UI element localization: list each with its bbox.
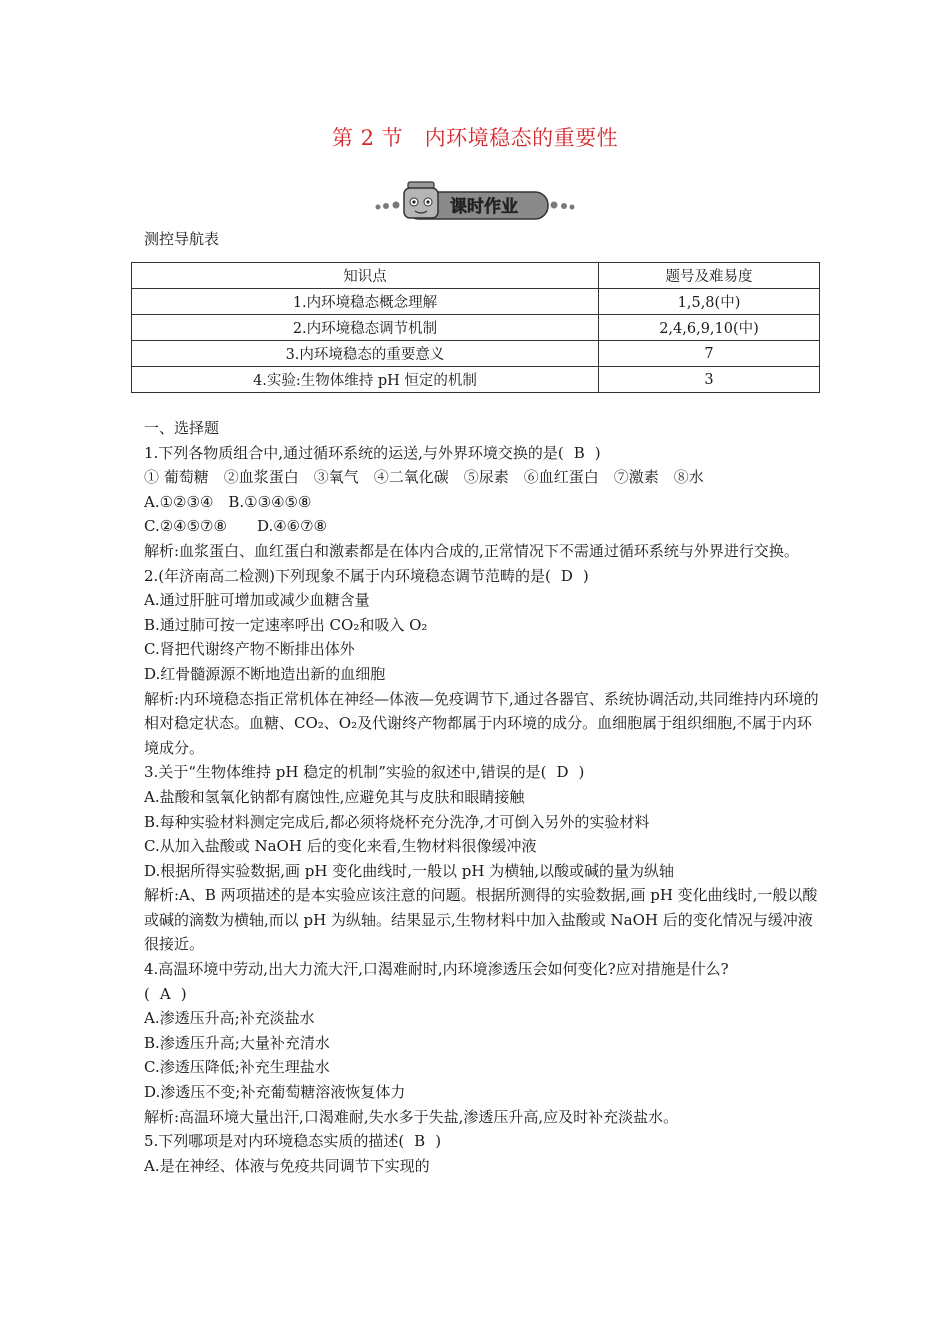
answer: A <box>159 984 171 1003</box>
option-a: A.盐酸和氢氧化钠都有腐蚀性,应避免其与皮肤和眼睛接触 <box>144 787 525 806</box>
question-5-stem: 5.下列哪项是对内环境稳态实质的描述( B ) <box>144 1129 820 1154</box>
page-title: 第 2 节 内环境稳态的重要性 <box>331 126 619 150</box>
table-cell: 7 <box>599 341 820 367</box>
header-knowledge: 知识点 <box>132 263 599 289</box>
table-cell: 4.实验:生物体维持 pH 恒定的机制 <box>132 367 599 393</box>
option-a: A.是在神经、体液与免疫共同调节下实现的 <box>144 1156 430 1175</box>
option-c: C.渗透压降低;补充生理盐水 <box>144 1058 330 1077</box>
answer: D <box>556 763 569 782</box>
option-c: C.肾把代谢终产物不断排出体外 <box>144 640 355 659</box>
banner-text: 课时作业 <box>450 197 518 217</box>
answer: B <box>414 1132 426 1151</box>
question-1-options-cd: C.②④⑤⑦⑧ D.④⑥⑦⑧ <box>144 517 327 536</box>
question-content <box>144 416 820 1178</box>
question-4-stem: 4.高温环境中劳动,出大力流大汗,口渴难耐时,内环境渗透压会如何变化?应对措施是什么? <box>144 960 729 979</box>
table-row <box>132 289 820 315</box>
banner-badge <box>372 176 578 224</box>
question-1-stem: 1.下列各物质组合中,通过循环系统的运送,与外界环境交换的是( B ) <box>144 441 820 466</box>
navigation-table <box>131 262 820 393</box>
table-row <box>132 367 820 393</box>
option-d: D.渗透压不变;补充葡萄糖溶液恢复体力 <box>144 1083 406 1102</box>
table-cell: 1,5,8(中) <box>599 289 820 315</box>
header-question-difficulty: 题号及难易度 <box>599 263 820 289</box>
question-4-analysis: 解析:高温环境大量出汗,口渴难耐,失水多于失盐,渗透压升高,应及时补充淡盐水。 <box>144 1107 679 1126</box>
question-2-stem: 2.(年济南高二检测)下列现象不属于内环境稳态调节范畴的是( D ) <box>144 564 820 589</box>
option-c: C.从加入盐酸或 NaOH 后的变化来看,生物材料很像缓冲液 <box>144 837 537 856</box>
question-2-analysis: 解析:内环境稳态指正常机体在神经—体液—免疫调节下,通过各器官、系统协调活动,共同维持内环境的相对稳定状态。血糖、CO₂、O₂及代谢终产物都属于内环境的成分。血细胞属于组织细胞,不属于内环境成分。 <box>144 689 819 757</box>
option-a: A.渗透压升高;补充淡盐水 <box>144 1009 315 1028</box>
option-a: A.通过肝脏可增加或减少血糖含量 <box>144 591 370 610</box>
question-1-options-ab: A.①②③④ B.①③④⑤⑧ <box>144 492 312 511</box>
answer: D <box>560 566 573 585</box>
table-header-row <box>132 263 820 289</box>
question-1-analysis: 解析:血浆蛋白、血红蛋白和激素都是在体内合成的,正常情况下不需通过循环系统与外界进行交换。 <box>144 541 799 560</box>
question-3-stem: 3.关于“生物体维持 pH 稳定的机制”实验的叙述中,错误的是( D ) <box>144 760 820 785</box>
question-1-items: ① 葡萄糖 ②血浆蛋白 ③氧气 ④二氧化碳 ⑤尿素 ⑥血红蛋白 ⑦激素 ⑧水 <box>144 468 704 487</box>
table-row <box>132 315 820 341</box>
option-d: D.红骨髓源源不断地造出新的血细胞 <box>144 664 386 683</box>
table-cell: 3 <box>599 367 820 393</box>
table-cell: 1.内环境稳态概念理解 <box>132 289 599 315</box>
mascot-icon <box>404 182 438 218</box>
banner-dots-left <box>376 202 400 210</box>
section-heading: 一、选择题 <box>144 419 220 437</box>
table-cell: 3.内环境稳态的重要意义 <box>132 341 599 367</box>
question-4-answer-line: ( A ) <box>144 982 820 1007</box>
table-cell: 2,4,6,9,10(中) <box>599 315 820 341</box>
option-d: D.根据所得实验数据,画 pH 变化曲线时,一般以 pH 为横轴,以酸或碱的量为纵轴 <box>144 861 675 880</box>
table-cell: 2.内环境稳态调节机制 <box>132 315 599 341</box>
answer: B <box>573 443 585 462</box>
option-b: B.通过肺可按一定速率呼出 CO₂和吸入 O₂ <box>144 615 428 634</box>
nav-table-label: 测控导航表 <box>144 230 220 248</box>
banner-dots-right <box>551 202 575 210</box>
question-3-analysis: 解析:A、B 两项描述的是本实验应该注意的问题。根据所测得的实验数据,画 pH 变化曲线时,一般以酸或碱的滴数为横轴,而以 pH 为纵轴。结果显示,生物材料中加入盐酸或 NaOH 后的变化情况与缓冲液很接近。 <box>144 886 818 954</box>
option-b: B.渗透压升高;大量补充清水 <box>144 1033 330 1052</box>
option-b: B.每种实验材料测定完成后,都必须将烧杯充分洗净,才可倒入另外的实验材料 <box>144 812 650 831</box>
table-row <box>132 341 820 367</box>
